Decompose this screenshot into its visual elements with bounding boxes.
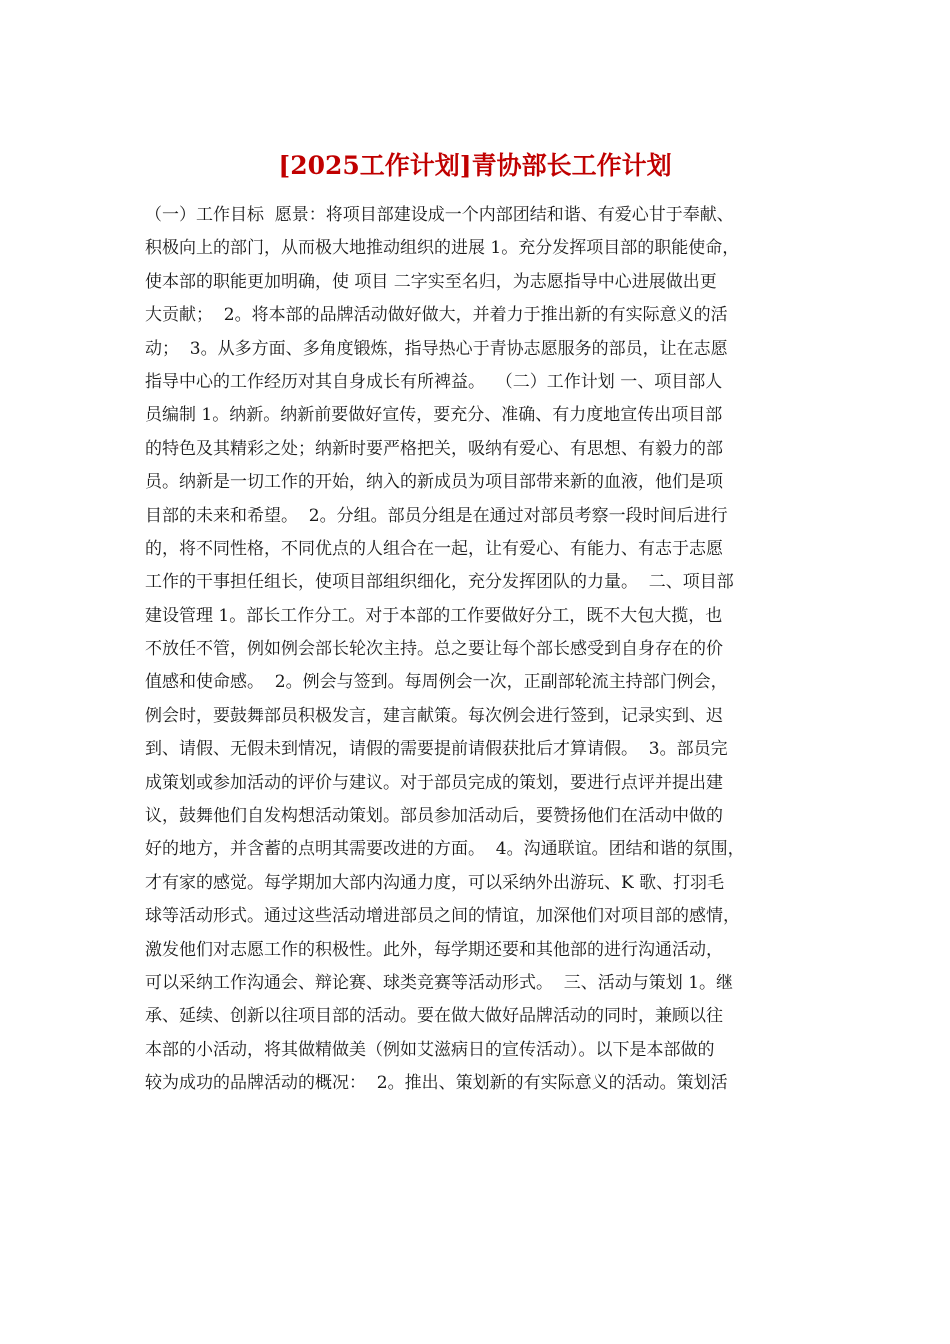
body-text-line: 好的地方，并含蓄的点明其需要改进的方面。 4。沟通联谊。团结和谐的氛围， (145, 839, 745, 860)
body-text-line: 才有家的感觉。每学期加大部内沟通力度，可以采纳外出游玩、K 歌、打羽毛 (145, 872, 725, 893)
body-text-line: 激发他们对志愿工作的积极性。此外，每学期还要和其他部的进行沟通活动， (145, 939, 723, 960)
body-text-line: 动； 3。从多方面、多角度锻炼，指导热心于青协志愿服务的部员，让在志愿 (145, 338, 728, 359)
body-text-line: 例会时，要鼓舞部员积极发言，建言献策。每次例会进行签到，记录实到、迟 (145, 705, 723, 726)
document-title: [2025工作计划]青协部长工作计划 (278, 151, 672, 180)
body-text-line: 的特色及其精彩之处；纳新时要严格把关，吸纳有爱心、有思想、有毅力的部 (145, 438, 723, 459)
body-text-line: 建设管理 1。部长工作分工。对于本部的工作要做好分工，既不大包大揽，也 (145, 605, 723, 626)
body-text-line: 员。纳新是一切工作的开始，纳入的新成员为项目部带来新的血液，他们是项 (145, 472, 723, 493)
body-text-line: 本部的小活动，将其做精做美（例如艾滋病日的宣传活动）。以下是本部做的 (145, 1039, 715, 1060)
body-text-line: 承、延续、创新以往项目部的活动。要在做大做好品牌活动的同时，兼顾以往 (145, 1006, 723, 1027)
body-text-line: 目部的未来和希望。 2。分组。部员分组是在通过对部员考察一段时间后进行 (145, 505, 728, 526)
body-text-line: 员编制 1。纳新。纳新前要做好宣传，要充分、准确、有力度地宣传出项目部 (145, 405, 723, 426)
body-text-line: 议，鼓舞他们自发构想活动策划。部员参加活动后，要赞扬他们在活动中做的 (145, 806, 723, 827)
body-text-line: 不放任不管，例如例会部长轮次主持。总之要让每个部长感受到自身存在的价 (145, 639, 723, 660)
body-text-line: 到、请假、无假未到情况，请假的需要提前请假获批后才算请假。 3。部员完 (145, 739, 728, 760)
body-text-line: 较为成功的品牌活动的概况： 2。推出、策划新的有实际意义的活动。策划活 (145, 1073, 728, 1094)
body-text-line: 使本部的职能更加明确，使 项目 二字实至名归，为志愿指导中心进展做出更 (145, 271, 717, 292)
document-body (145, 199, 810, 1101)
body-text-line: （一）工作目标 愿景：将项目部建设成一个内部团结和谐、有爱心甘于奉献、 (145, 205, 734, 225)
body-text-line: 积极向上的部门，从而极大地推动组织的进展 1。充分发挥项目部的职能使命， (145, 238, 740, 259)
body-text-line: 球等活动形式。通过这些活动增进部员之间的情谊，加深他们对项目部的感情， (145, 906, 740, 927)
body-text-line: 指导中心的工作经历对其自身成长有所裨益。 （二）工作计划 一、项目部人 (145, 371, 723, 392)
body-text-line: 大贡献； 2。将本部的品牌活动做好做大，并着力于推出新的有实际意义的活 (145, 305, 728, 326)
body-text-line: 成策划或参加活动的评价与建议。对于部员完成的策划，要进行点评并提出建 (145, 772, 723, 793)
body-text-line: 值感和使命感。 2。例会与签到。每周例会一次，正副部轮流主持部门例会， (145, 672, 728, 693)
body-text-line: 可以采纳工作沟通会、辩论赛、球类竞赛等活动形式。 三、活动与策划 1。继 (145, 972, 734, 993)
body-text-line: 的，将不同性格，不同优点的人组合在一起，让有爱心、有能力、有志于志愿 (145, 538, 723, 559)
body-text-line: 工作的干事担任组长，使项目部组织细化，充分发挥团队的力量。 二、项目部 (145, 572, 734, 593)
